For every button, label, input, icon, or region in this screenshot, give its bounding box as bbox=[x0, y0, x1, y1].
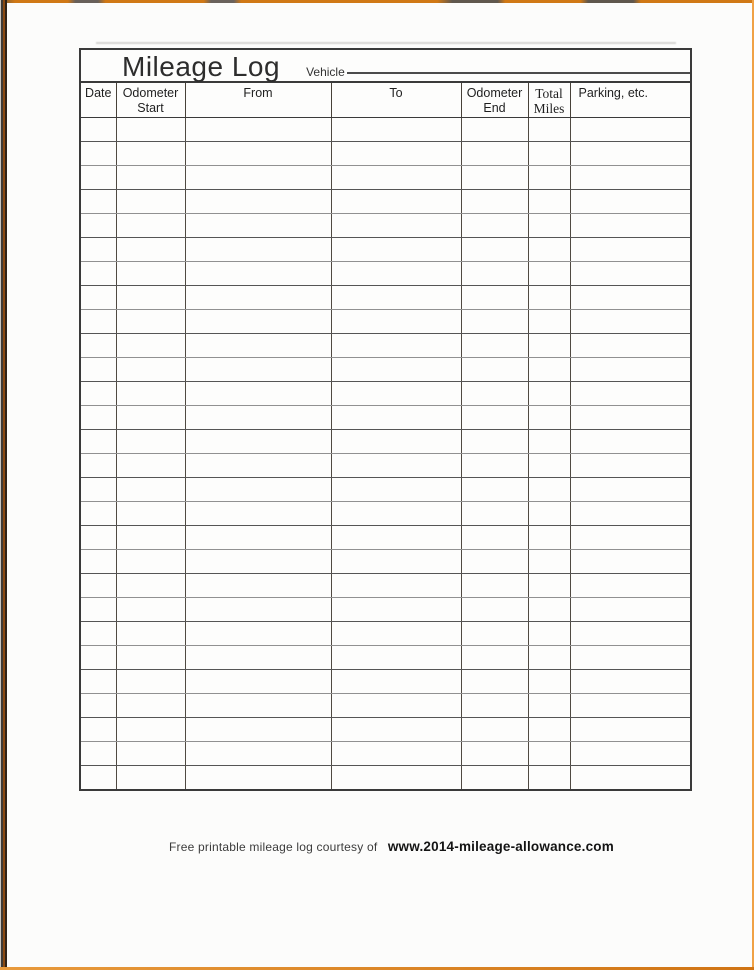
empty-cell-to bbox=[331, 477, 461, 501]
empty-cell-total-miles bbox=[528, 381, 570, 405]
empty-cell-parking bbox=[570, 405, 690, 429]
column-header-odometer-start: Odometer Start bbox=[116, 83, 185, 117]
table-row bbox=[81, 645, 690, 669]
empty-cell-total-miles bbox=[528, 453, 570, 477]
empty-cell-total-miles bbox=[528, 285, 570, 309]
empty-cell-from bbox=[185, 669, 331, 693]
empty-cell-date bbox=[81, 573, 116, 597]
empty-cell-parking bbox=[570, 453, 690, 477]
table-row bbox=[81, 477, 690, 501]
empty-cell-parking bbox=[570, 741, 690, 765]
empty-cell-to bbox=[331, 357, 461, 381]
empty-cell-from bbox=[185, 189, 331, 213]
empty-cell-parking bbox=[570, 237, 690, 261]
empty-cell-odometer-end bbox=[461, 717, 528, 741]
empty-cell-from bbox=[185, 621, 331, 645]
empty-cell-date bbox=[81, 765, 116, 789]
table-row bbox=[81, 357, 690, 381]
empty-cell-parking bbox=[570, 693, 690, 717]
empty-cell-parking bbox=[570, 669, 690, 693]
empty-cell-odometer-end bbox=[461, 573, 528, 597]
empty-cell-from bbox=[185, 261, 331, 285]
empty-cell-total-miles bbox=[528, 261, 570, 285]
scan-edge-left bbox=[0, 0, 7, 970]
empty-cell-odometer-start bbox=[116, 381, 185, 405]
empty-cell-total-miles bbox=[528, 717, 570, 741]
empty-cell-odometer-start bbox=[116, 141, 185, 165]
empty-cell-total-miles bbox=[528, 141, 570, 165]
empty-cell-date bbox=[81, 429, 116, 453]
empty-cell-odometer-end bbox=[461, 741, 528, 765]
empty-cell-parking bbox=[570, 573, 690, 597]
empty-cell-total-miles bbox=[528, 693, 570, 717]
empty-cell-to bbox=[331, 573, 461, 597]
empty-cell-odometer-end bbox=[461, 621, 528, 645]
table-row bbox=[81, 189, 690, 213]
form-title: Mileage Log bbox=[122, 51, 281, 82]
empty-cell-odometer-start bbox=[116, 741, 185, 765]
empty-cell-from bbox=[185, 693, 331, 717]
empty-cell-date bbox=[81, 333, 116, 357]
table-row bbox=[81, 333, 690, 357]
empty-cell-parking bbox=[570, 525, 690, 549]
empty-cell-odometer-end bbox=[461, 333, 528, 357]
empty-cell-date bbox=[81, 309, 116, 333]
table-row bbox=[81, 405, 690, 429]
empty-cell-parking bbox=[570, 501, 690, 525]
empty-cell-odometer-start bbox=[116, 597, 185, 621]
empty-cell-parking bbox=[570, 213, 690, 237]
empty-cell-to bbox=[331, 237, 461, 261]
empty-cell-odometer-end bbox=[461, 645, 528, 669]
empty-cell-to bbox=[331, 165, 461, 189]
empty-cell-odometer-start bbox=[116, 573, 185, 597]
empty-cell-from bbox=[185, 765, 331, 789]
mileage-table bbox=[81, 83, 690, 789]
vehicle-label: Vehicle bbox=[306, 65, 345, 79]
empty-cell-total-miles bbox=[528, 645, 570, 669]
empty-cell-total-miles bbox=[528, 501, 570, 525]
empty-cell-to bbox=[331, 717, 461, 741]
column-header-total-miles: Total Miles bbox=[528, 83, 570, 117]
empty-cell-total-miles bbox=[528, 309, 570, 333]
empty-cell-date bbox=[81, 189, 116, 213]
empty-cell-odometer-end bbox=[461, 597, 528, 621]
empty-cell-total-miles bbox=[528, 429, 570, 453]
empty-cell-date bbox=[81, 117, 116, 141]
footer bbox=[85, 838, 698, 856]
empty-cell-odometer-end bbox=[461, 525, 528, 549]
empty-cell-from bbox=[185, 549, 331, 573]
column-header-from: From bbox=[185, 83, 331, 117]
empty-cell-to bbox=[331, 525, 461, 549]
scan-edge-top bbox=[0, 0, 754, 3]
empty-cell-parking bbox=[570, 357, 690, 381]
empty-cell-from bbox=[185, 165, 331, 189]
table-row bbox=[81, 549, 690, 573]
empty-cell-odometer-end bbox=[461, 309, 528, 333]
empty-cell-total-miles bbox=[528, 405, 570, 429]
empty-cell-to bbox=[331, 381, 461, 405]
empty-cell-date bbox=[81, 741, 116, 765]
empty-cell-parking bbox=[570, 549, 690, 573]
empty-cell-date bbox=[81, 213, 116, 237]
empty-cell-to bbox=[331, 453, 461, 477]
empty-cell-parking bbox=[570, 261, 690, 285]
empty-cell-odometer-end bbox=[461, 429, 528, 453]
empty-cell-from bbox=[185, 381, 331, 405]
empty-cell-date bbox=[81, 477, 116, 501]
table-row bbox=[81, 213, 690, 237]
scan-smudge bbox=[96, 42, 676, 44]
empty-cell-to bbox=[331, 429, 461, 453]
empty-cell-odometer-start bbox=[116, 261, 185, 285]
table-row bbox=[81, 597, 690, 621]
table-row bbox=[81, 693, 690, 717]
table-row bbox=[81, 117, 690, 141]
empty-cell-to bbox=[331, 117, 461, 141]
empty-cell-odometer-end bbox=[461, 141, 528, 165]
empty-cell-to bbox=[331, 501, 461, 525]
empty-cell-from bbox=[185, 357, 331, 381]
empty-cell-date bbox=[81, 261, 116, 285]
empty-cell-total-miles bbox=[528, 549, 570, 573]
empty-cell-odometer-end bbox=[461, 165, 528, 189]
empty-cell-total-miles bbox=[528, 765, 570, 789]
empty-cell-odometer-end bbox=[461, 237, 528, 261]
empty-cell-from bbox=[185, 717, 331, 741]
form-header bbox=[81, 50, 690, 83]
empty-cell-to bbox=[331, 405, 461, 429]
empty-cell-odometer-end bbox=[461, 117, 528, 141]
table-row bbox=[81, 501, 690, 525]
column-header-parking: Parking, etc. bbox=[570, 83, 690, 117]
empty-cell-total-miles bbox=[528, 477, 570, 501]
table-row bbox=[81, 165, 690, 189]
empty-cell-odometer-end bbox=[461, 453, 528, 477]
footer-text: Free printable mileage log courtesy of bbox=[169, 840, 378, 854]
table-header-row bbox=[81, 83, 690, 117]
empty-cell-total-miles bbox=[528, 189, 570, 213]
empty-cell-odometer-start bbox=[116, 621, 185, 645]
empty-cell-odometer-end bbox=[461, 261, 528, 285]
empty-cell-total-miles bbox=[528, 357, 570, 381]
empty-cell-odometer-start bbox=[116, 213, 185, 237]
empty-cell-parking bbox=[570, 285, 690, 309]
empty-cell-total-miles bbox=[528, 525, 570, 549]
empty-cell-to bbox=[331, 549, 461, 573]
empty-cell-total-miles bbox=[528, 621, 570, 645]
empty-cell-odometer-end bbox=[461, 549, 528, 573]
empty-cell-to bbox=[331, 693, 461, 717]
empty-cell-from bbox=[185, 309, 331, 333]
empty-cell-odometer-start bbox=[116, 477, 185, 501]
empty-cell-parking bbox=[570, 165, 690, 189]
empty-cell-from bbox=[185, 333, 331, 357]
empty-cell-from bbox=[185, 117, 331, 141]
empty-cell-parking bbox=[570, 597, 690, 621]
empty-cell-to bbox=[331, 285, 461, 309]
empty-cell-date bbox=[81, 693, 116, 717]
empty-cell-odometer-start bbox=[116, 285, 185, 309]
empty-cell-total-miles bbox=[528, 669, 570, 693]
table-row bbox=[81, 309, 690, 333]
empty-cell-odometer-end bbox=[461, 285, 528, 309]
empty-cell-odometer-start bbox=[116, 525, 185, 549]
empty-cell-odometer-end bbox=[461, 213, 528, 237]
empty-cell-odometer-start bbox=[116, 165, 185, 189]
empty-cell-date bbox=[81, 285, 116, 309]
table-row bbox=[81, 573, 690, 597]
empty-cell-to bbox=[331, 645, 461, 669]
empty-cell-date bbox=[81, 453, 116, 477]
vehicle-blank-line bbox=[347, 71, 690, 74]
empty-cell-odometer-end bbox=[461, 477, 528, 501]
table-row bbox=[81, 741, 690, 765]
empty-cell-from bbox=[185, 477, 331, 501]
empty-cell-odometer-start bbox=[116, 117, 185, 141]
empty-cell-from bbox=[185, 741, 331, 765]
empty-cell-total-miles bbox=[528, 741, 570, 765]
empty-cell-from bbox=[185, 141, 331, 165]
empty-cell-date bbox=[81, 501, 116, 525]
empty-cell-to bbox=[331, 309, 461, 333]
empty-cell-total-miles bbox=[528, 165, 570, 189]
table-row bbox=[81, 237, 690, 261]
empty-cell-from bbox=[185, 213, 331, 237]
empty-cell-parking bbox=[570, 621, 690, 645]
empty-cell-parking bbox=[570, 333, 690, 357]
empty-cell-odometer-end bbox=[461, 669, 528, 693]
table-row bbox=[81, 429, 690, 453]
table-row bbox=[81, 717, 690, 741]
empty-cell-odometer-start bbox=[116, 237, 185, 261]
table-row bbox=[81, 453, 690, 477]
empty-cell-to bbox=[331, 597, 461, 621]
empty-cell-parking bbox=[570, 477, 690, 501]
empty-cell-date bbox=[81, 381, 116, 405]
empty-cell-odometer-end bbox=[461, 357, 528, 381]
empty-cell-odometer-start bbox=[116, 357, 185, 381]
empty-cell-from bbox=[185, 501, 331, 525]
empty-cell-parking bbox=[570, 117, 690, 141]
footer-site-url: www.2014-mileage-allowance.com bbox=[387, 839, 614, 854]
table-row bbox=[81, 381, 690, 405]
empty-cell-odometer-start bbox=[116, 549, 185, 573]
empty-cell-odometer-start bbox=[116, 189, 185, 213]
empty-cell-to bbox=[331, 141, 461, 165]
table-row bbox=[81, 765, 690, 789]
empty-cell-parking bbox=[570, 429, 690, 453]
empty-cell-to bbox=[331, 213, 461, 237]
table-row bbox=[81, 621, 690, 645]
column-header-odometer-end: Odometer End bbox=[461, 83, 528, 117]
empty-cell-odometer-end bbox=[461, 693, 528, 717]
column-header-date: Date bbox=[81, 83, 116, 117]
empty-cell-from bbox=[185, 285, 331, 309]
empty-cell-date bbox=[81, 669, 116, 693]
empty-cell-date bbox=[81, 525, 116, 549]
empty-cell-odometer-end bbox=[461, 381, 528, 405]
empty-cell-date bbox=[81, 237, 116, 261]
empty-cell-odometer-start bbox=[116, 765, 185, 789]
empty-cell-to bbox=[331, 741, 461, 765]
empty-cell-odometer-start bbox=[116, 669, 185, 693]
empty-cell-total-miles bbox=[528, 333, 570, 357]
empty-cell-odometer-start bbox=[116, 429, 185, 453]
empty-cell-date bbox=[81, 621, 116, 645]
empty-cell-to bbox=[331, 333, 461, 357]
empty-cell-total-miles bbox=[528, 597, 570, 621]
empty-cell-to bbox=[331, 189, 461, 213]
empty-cell-odometer-start bbox=[116, 693, 185, 717]
mileage-log-form bbox=[79, 48, 692, 791]
empty-cell-parking bbox=[570, 381, 690, 405]
table-row bbox=[81, 285, 690, 309]
empty-cell-odometer-end bbox=[461, 765, 528, 789]
empty-cell-odometer-start bbox=[116, 453, 185, 477]
empty-cell-total-miles bbox=[528, 117, 570, 141]
empty-cell-to bbox=[331, 765, 461, 789]
empty-cell-date bbox=[81, 717, 116, 741]
empty-cell-odometer-end bbox=[461, 501, 528, 525]
empty-cell-from bbox=[185, 645, 331, 669]
empty-cell-date bbox=[81, 357, 116, 381]
empty-cell-parking bbox=[570, 717, 690, 741]
column-header-to: To bbox=[331, 83, 461, 117]
empty-cell-parking bbox=[570, 309, 690, 333]
empty-cell-odometer-start bbox=[116, 333, 185, 357]
empty-cell-odometer-end bbox=[461, 405, 528, 429]
empty-cell-from bbox=[185, 597, 331, 621]
empty-cell-date bbox=[81, 165, 116, 189]
table-row bbox=[81, 261, 690, 285]
empty-cell-odometer-start bbox=[116, 405, 185, 429]
empty-cell-from bbox=[185, 573, 331, 597]
empty-cell-odometer-start bbox=[116, 501, 185, 525]
table-row bbox=[81, 669, 690, 693]
empty-cell-odometer-end bbox=[461, 189, 528, 213]
empty-cell-parking bbox=[570, 645, 690, 669]
empty-cell-parking bbox=[570, 189, 690, 213]
empty-cell-date bbox=[81, 549, 116, 573]
empty-cell-from bbox=[185, 525, 331, 549]
empty-cell-from bbox=[185, 429, 331, 453]
empty-cell-total-miles bbox=[528, 237, 570, 261]
empty-cell-from bbox=[185, 405, 331, 429]
empty-cell-to bbox=[331, 669, 461, 693]
empty-cell-odometer-start bbox=[116, 645, 185, 669]
empty-cell-parking bbox=[570, 765, 690, 789]
empty-cell-date bbox=[81, 405, 116, 429]
empty-cell-from bbox=[185, 453, 331, 477]
empty-cell-total-miles bbox=[528, 573, 570, 597]
empty-cell-parking bbox=[570, 141, 690, 165]
empty-cell-to bbox=[331, 621, 461, 645]
table-row bbox=[81, 525, 690, 549]
empty-cell-date bbox=[81, 597, 116, 621]
empty-cell-date bbox=[81, 645, 116, 669]
empty-cell-odometer-start bbox=[116, 717, 185, 741]
empty-cell-date bbox=[81, 141, 116, 165]
empty-cell-to bbox=[331, 261, 461, 285]
empty-cell-odometer-start bbox=[116, 309, 185, 333]
table-row bbox=[81, 141, 690, 165]
empty-cell-from bbox=[185, 237, 331, 261]
empty-cell-total-miles bbox=[528, 213, 570, 237]
